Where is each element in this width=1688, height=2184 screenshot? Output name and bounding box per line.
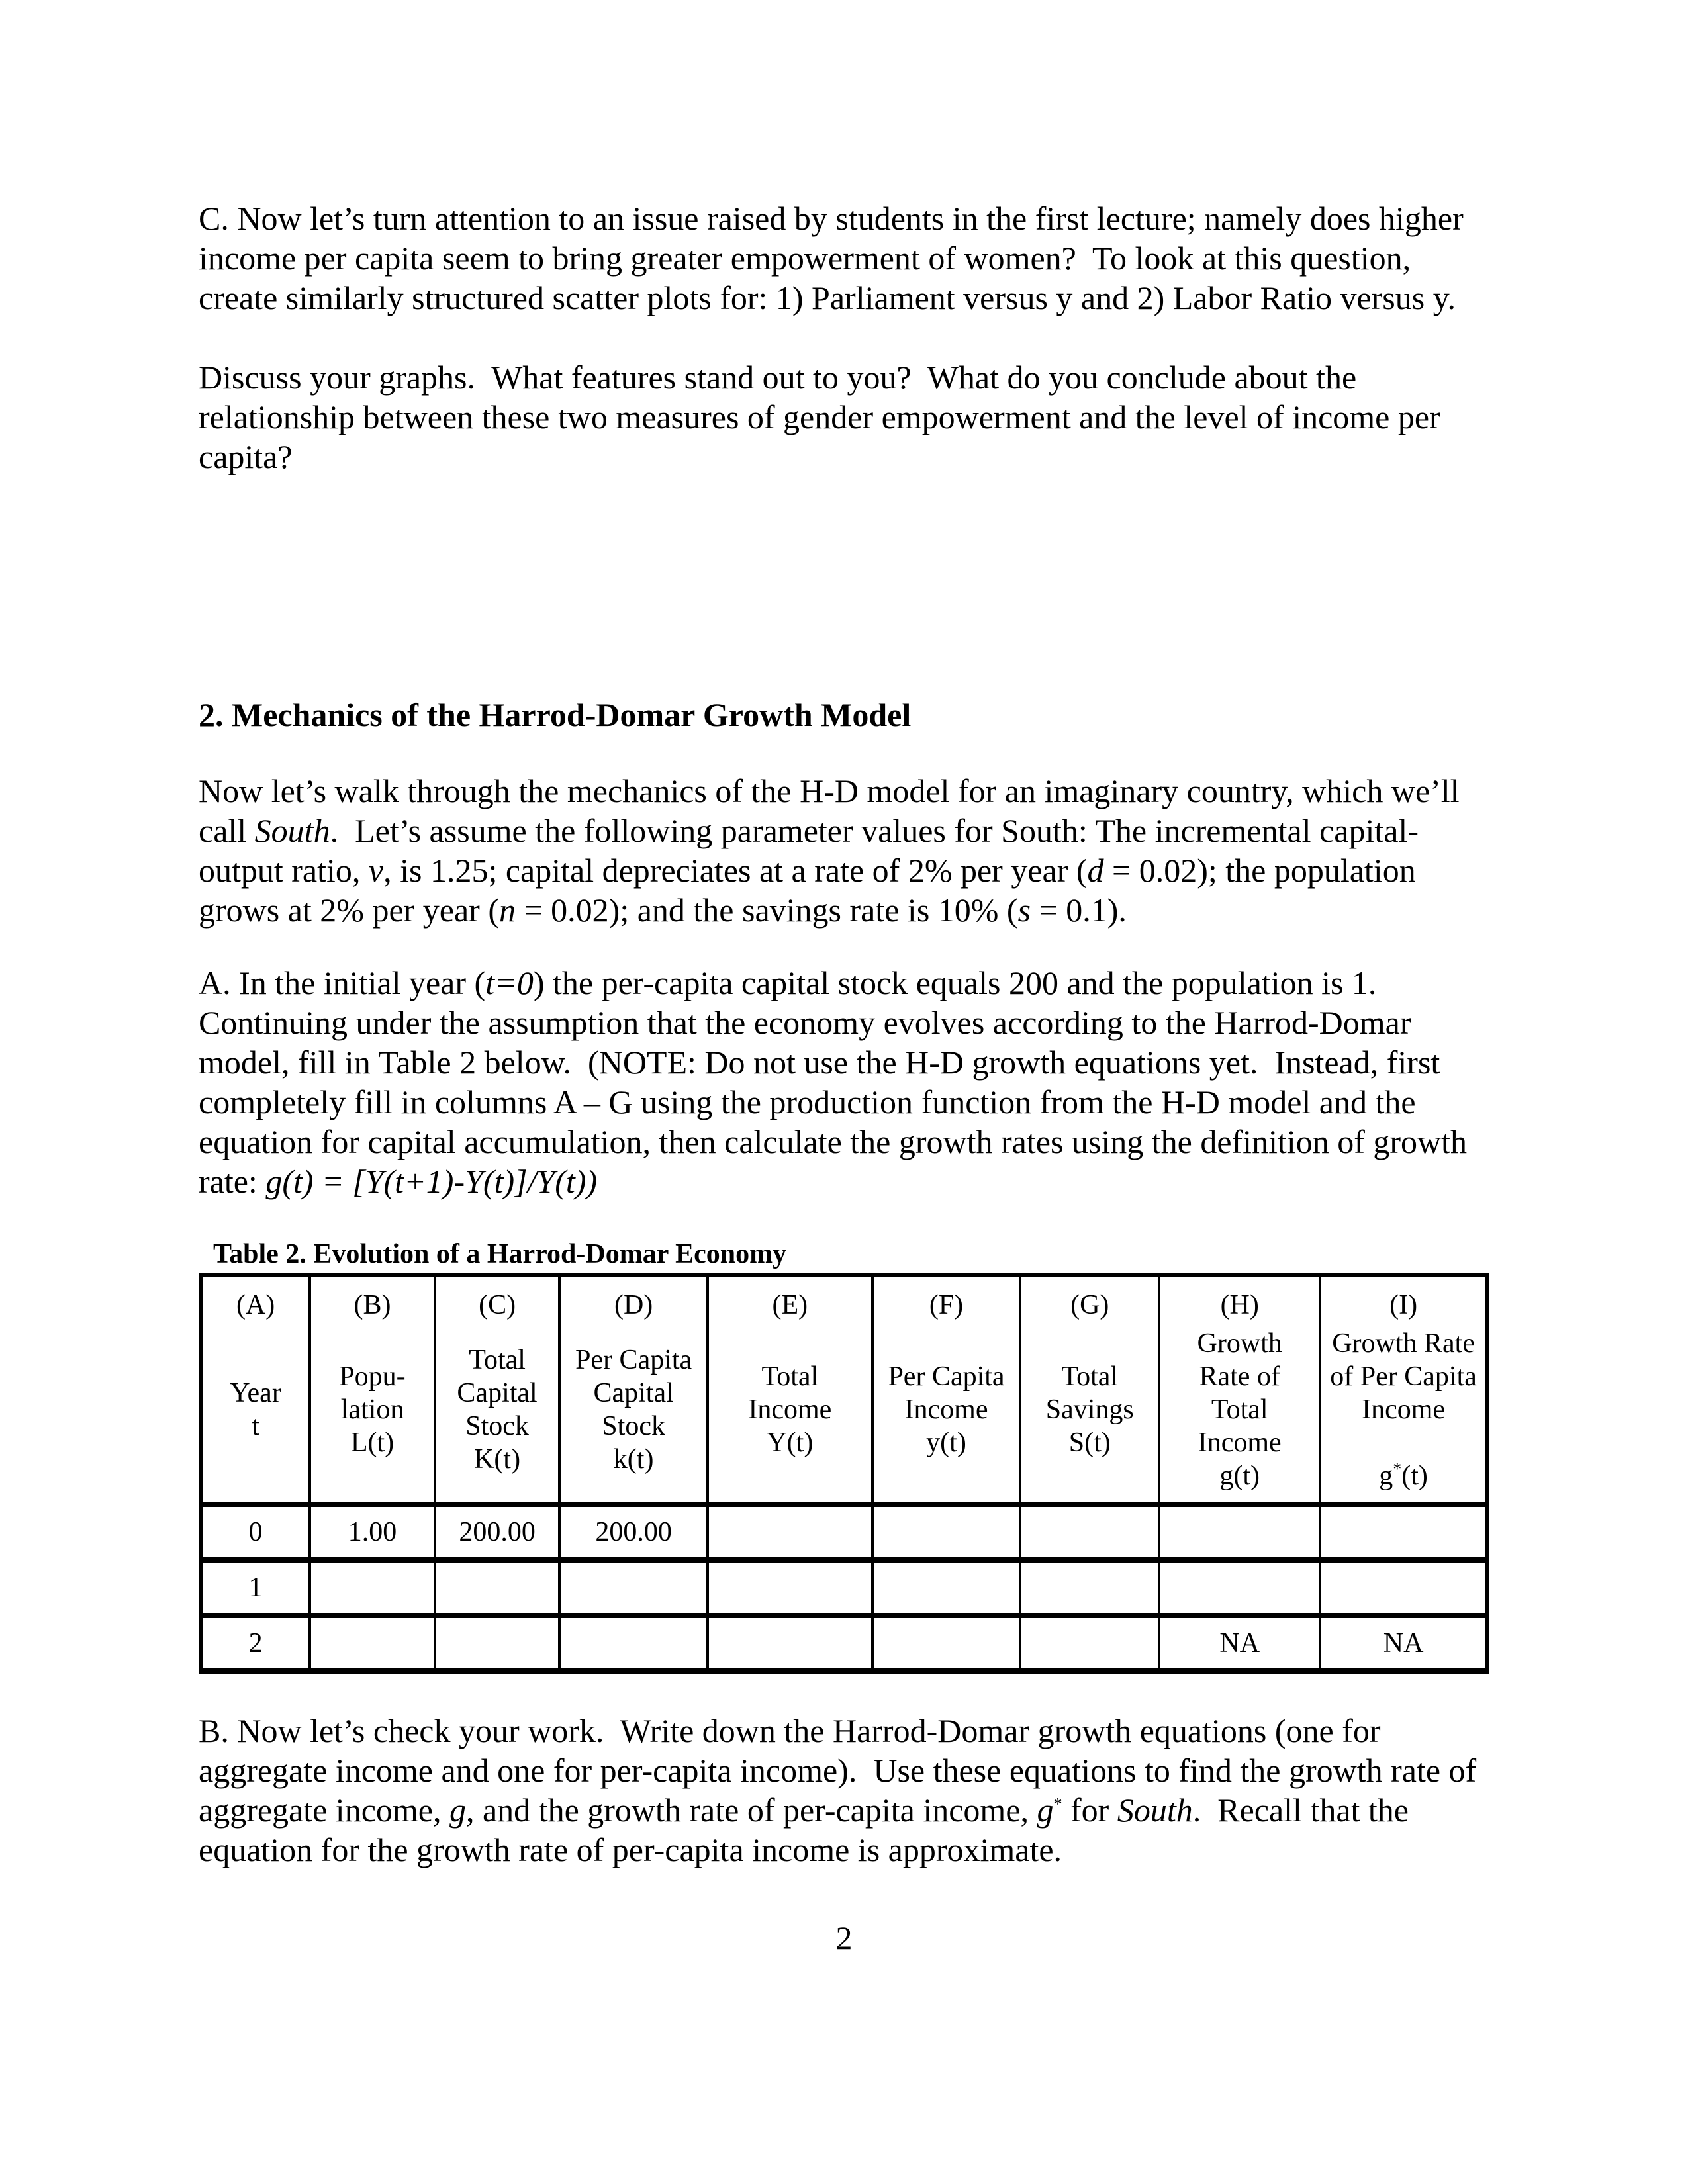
paragraph-intro <box>199 771 1460 930</box>
text-line: Total <box>761 1361 819 1392</box>
text-line: C. Now let’s turn attention to an issue raised by students in the first lecture; namely does higher <box>199 200 1464 237</box>
table-row <box>201 1615 1487 1671</box>
text-line: Capital <box>593 1378 674 1408</box>
table-cell <box>310 1615 435 1671</box>
text-line: aggregate income, g, and the growth rate of per-capita income, g* for South. Recall that the <box>199 1792 1409 1829</box>
table-head <box>201 1275 1487 1504</box>
text-line: aggregate income and one for per-capita income). Use these equations to find the growth rate of <box>199 1752 1477 1789</box>
table-cell: NA <box>1159 1615 1320 1671</box>
paragraph-a <box>199 963 1467 1201</box>
text-line: B. Now let’s check your work. Write down the Harrod-Domar growth equations (one for <box>199 1712 1381 1749</box>
header-cell-content <box>1160 1277 1319 1502</box>
text-line: Continuing under the assumption that the economy evolves according to the Harrod-Domar <box>199 1004 1411 1041</box>
table-cell: 1.00 <box>310 1504 435 1560</box>
text-line: capita? <box>199 438 293 475</box>
text-line: model, fill in Table 2 below. (NOTE: Do not use the H-D growth equations yet. Instead, first <box>199 1044 1440 1081</box>
column-letter: (E) <box>772 1290 808 1320</box>
table-row <box>201 1560 1487 1615</box>
table-header-cell <box>559 1275 708 1504</box>
table-cell <box>1020 1560 1159 1615</box>
text-line: Total <box>1061 1361 1119 1392</box>
text-line: income per capita seem to bring greater empowerment of women? To look at this question, <box>199 240 1411 277</box>
column-letter: (D) <box>614 1290 653 1320</box>
table-cell <box>708 1615 872 1671</box>
text-line: Total <box>1211 1394 1268 1425</box>
table-cell: 2 <box>201 1615 310 1671</box>
text-line: Income <box>904 1394 988 1425</box>
text-line: of Per Capita <box>1330 1361 1477 1392</box>
text-line: k(t) <box>613 1444 654 1475</box>
text-line: Popu- <box>339 1361 406 1392</box>
text-line: call South. Let’s assume the following parameter values for South: The incremental capital- <box>199 812 1419 849</box>
table-cell <box>872 1560 1021 1615</box>
table-header-cell <box>1320 1275 1487 1504</box>
column-label <box>709 1322 871 1502</box>
text-line: Per Capita <box>575 1345 692 1375</box>
column-letter: (H) <box>1220 1290 1259 1320</box>
header-cell-content <box>436 1277 559 1502</box>
table-cell <box>1020 1504 1159 1560</box>
table-cell <box>1159 1560 1320 1615</box>
table-header-cell <box>1159 1275 1320 1504</box>
table-header-cell <box>201 1275 310 1504</box>
table-cell <box>435 1615 560 1671</box>
text-line: Per Capita <box>888 1361 1005 1392</box>
table-cell <box>872 1504 1021 1560</box>
table-row <box>201 1504 1487 1560</box>
column-label <box>203 1322 308 1502</box>
section-heading: 2. Mechanics of the Harrod-Domar Growth Model <box>199 696 912 733</box>
header-cell-content <box>1321 1277 1485 1502</box>
table-cell <box>559 1560 708 1615</box>
text-line: K(t) <box>474 1444 521 1475</box>
column-letter: (I) <box>1389 1290 1418 1320</box>
table-header-cell <box>708 1275 872 1504</box>
column-label <box>1021 1322 1158 1502</box>
text-line: Now let’s walk through the mechanics of the H-D model for an imaginary country, which we’ll <box>199 772 1460 809</box>
table-cell: 0 <box>201 1504 310 1560</box>
column-label <box>1160 1322 1319 1502</box>
column-label <box>874 1322 1019 1502</box>
table-cell <box>1320 1560 1487 1615</box>
text-line: g*(t) <box>1379 1459 1428 1491</box>
column-letter: (A) <box>236 1290 275 1320</box>
header-cell-content <box>561 1277 706 1502</box>
text-line: Stock <box>465 1411 529 1441</box>
text-line: g(t) <box>1219 1461 1260 1491</box>
table-cell <box>559 1615 708 1671</box>
paragraph-discuss <box>199 357 1440 477</box>
table-cell <box>435 1560 560 1615</box>
text-line: relationship between these two measures of gender empowerment and the level of income per <box>199 398 1440 435</box>
text-line: Discuss your graphs. What features stand out to you? What do you conclude about the <box>199 359 1357 396</box>
text-line: Stock <box>602 1411 665 1441</box>
table-cell <box>872 1615 1021 1671</box>
table-cell <box>1020 1615 1159 1671</box>
table-cell <box>708 1560 872 1615</box>
table-header-cell <box>435 1275 560 1504</box>
text-line: output ratio, v, is 1.25; capital depreciates at a rate of 2% per year (d = 0.02); the population <box>199 852 1416 889</box>
header-cell-content <box>311 1277 434 1502</box>
text-line: Year <box>230 1378 281 1408</box>
table-cell: NA <box>1320 1615 1487 1671</box>
paragraph-c <box>199 199 1464 318</box>
table-cell: 200.00 <box>559 1504 708 1560</box>
table-header-cell <box>310 1275 435 1504</box>
text-line: rate: g(t) = [Y(t+1)-Y(t)]/Y(t)) <box>199 1163 598 1200</box>
text-line: Savings <box>1045 1394 1134 1425</box>
table-header-cell <box>1020 1275 1159 1504</box>
text-line: completely fill in columns A – G using the production function from the H-D model and the <box>199 1083 1416 1120</box>
text-line: Y(t) <box>767 1428 814 1458</box>
text-line: Capital <box>457 1378 538 1408</box>
harrod-domar-table <box>199 1273 1489 1674</box>
text-line <box>1321 1426 1485 1459</box>
table-cell: 200.00 <box>435 1504 560 1560</box>
text-line: grows at 2% per year (n = 0.02); and the savings rate is 10% (s = 0.1). <box>199 891 1127 929</box>
text-line: equation for the growth rate of per-capita income is approximate. <box>199 1831 1062 1868</box>
column-letter: (G) <box>1070 1290 1109 1320</box>
column-letter: (C) <box>479 1290 516 1320</box>
text-line: y(t) <box>926 1428 966 1458</box>
page-number: 2 <box>835 1919 853 1956</box>
header-cell-content <box>874 1277 1019 1502</box>
table-cell <box>1320 1504 1487 1560</box>
text-line: t <box>252 1411 259 1441</box>
header-cell-content <box>1021 1277 1158 1502</box>
text-line: Income <box>1197 1428 1282 1458</box>
text-line: Total <box>469 1345 526 1375</box>
text-line: Income <box>748 1394 832 1425</box>
text-line: create similarly structured scatter plots for: 1) Parliament versus y and 2) Labor Ratio versus y. <box>199 279 1456 316</box>
text-line: Income <box>1362 1394 1446 1425</box>
header-cell-content <box>709 1277 871 1502</box>
table-cell <box>1159 1504 1320 1560</box>
table-cell <box>310 1560 435 1615</box>
column-letter: (F) <box>929 1290 964 1320</box>
text-line: A. In the initial year (t=0) the per-capita capital stock equals 200 and the population is 1. <box>199 964 1377 1001</box>
column-letter: (B) <box>353 1290 391 1320</box>
text-line: lation <box>340 1394 404 1425</box>
text-line: L(t) <box>350 1428 395 1458</box>
table-header-row <box>201 1275 1487 1504</box>
column-label <box>561 1322 706 1502</box>
text-line: Growth <box>1197 1328 1282 1359</box>
text-line: Growth Rate <box>1332 1328 1475 1359</box>
text-line: equation for capital accumulation, then calculate the growth rates using the definition of growth <box>199 1123 1468 1160</box>
column-label <box>1321 1322 1485 1502</box>
table-cell: 1 <box>201 1560 310 1615</box>
column-label <box>436 1322 559 1502</box>
table-body <box>201 1504 1487 1671</box>
table-header-cell <box>872 1275 1021 1504</box>
table-cell <box>708 1504 872 1560</box>
column-label <box>311 1322 434 1502</box>
paragraph-b <box>199 1711 1476 1870</box>
table-caption: Table 2. Evolution of a Harrod-Domar Economy <box>213 1239 787 1269</box>
text-line: Rate of <box>1199 1361 1280 1392</box>
header-cell-content <box>203 1277 308 1502</box>
text-line: S(t) <box>1068 1428 1111 1458</box>
